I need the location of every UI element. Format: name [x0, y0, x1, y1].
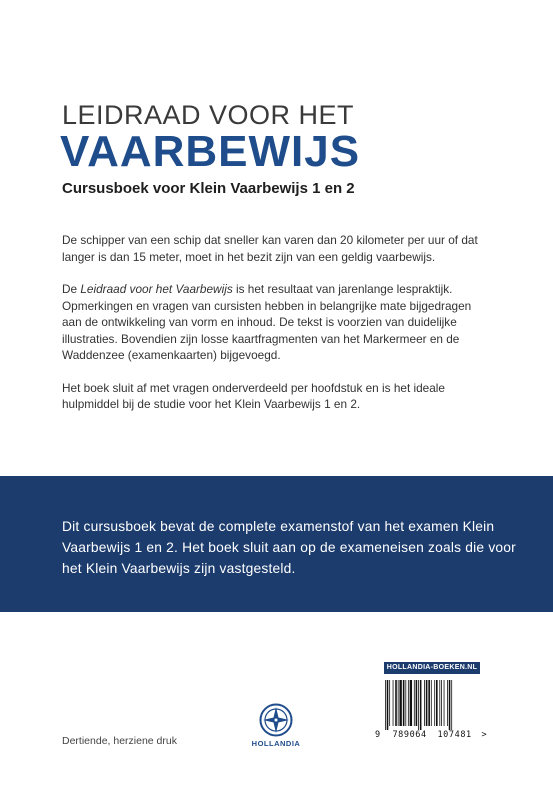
isbn-arrow: >	[481, 730, 488, 740]
subtitle: Cursusboek voor Klein Vaarbewijs 1 en 2	[62, 180, 355, 197]
barcode-bar	[426, 680, 428, 726]
isbn-group-1: 789064	[392, 730, 427, 740]
isbn-group-2: 107481	[437, 730, 472, 740]
barcode-bar	[441, 680, 442, 726]
book-title-italic: Leidraad voor het Vaarbewijs	[80, 282, 233, 296]
publisher-name: HOLLANDIA	[251, 739, 301, 748]
paragraph-2-prefix: De	[62, 282, 81, 296]
body-text	[62, 232, 482, 429]
barcode-bar	[385, 680, 386, 730]
barcode-bar	[416, 680, 418, 726]
barcode-bar	[451, 680, 452, 730]
summary-text: Dit cursusboek bevat de complete examenstof van het examen Klein Vaarbewijs 1 en 2. Het boek sluit aan op de exameneisen zoals die voor het Klein Vaarbewijs zijn vastgesteld.	[62, 519, 516, 576]
publisher-logo	[246, 703, 306, 753]
barcode-bar	[408, 680, 409, 726]
paragraph-1: De schipper van een schip dat sneller kan varen dan 20 kilometer per uur of dat langer is dan 15 meter, moet in het bezit zijn van een geldig vaarbewijs.	[62, 233, 478, 264]
barcode-bar	[403, 680, 405, 726]
website-badge: HOLLANDIA-BOEKEN.NL	[384, 662, 480, 674]
paragraph-2-suffix: is het resultaat van jarenlange lespraktijk. Opmerkingen en vragen van cursisten hebben in belangrijke mate bijgedragen aan de ontwikkeling van vorm en inhoud. De tekst is voorzien van duidelijke illustraties. Bovendien zijn losse kaartfragmenten van het Markermeer en de Waddenzee (examenkaarten) bijgevoegd.	[62, 282, 472, 362]
paragraph-2	[62, 281, 482, 364]
title-main: VAARBEWIJS	[60, 127, 361, 176]
barcode-bar	[449, 680, 451, 730]
barcode-bar	[418, 680, 419, 730]
barcode-bar	[428, 680, 430, 726]
summary-band	[0, 476, 553, 612]
barcode-bar	[405, 680, 406, 726]
barcode-bar	[436, 680, 438, 726]
title-top: LEIDRAAD VOOR HET	[62, 100, 355, 130]
barcode-bar	[410, 680, 412, 726]
barcode	[384, 680, 480, 730]
edition-label: Dertiende, herziene druk	[62, 735, 177, 747]
barcode-bar	[431, 680, 432, 726]
barcode-bar	[447, 680, 448, 726]
barcode-bar	[399, 680, 401, 726]
barcode-bar	[444, 680, 445, 726]
paragraph-3: Het boek sluit af met vragen onderverdeeld per hoofdstuk en is het ideale hulpmiddel bij de studie voor het Klein Vaarbewijs 1 en 2.	[62, 380, 445, 411]
barcode-bar	[389, 680, 390, 726]
barcode-bar	[395, 680, 397, 726]
barcode-bar	[398, 680, 399, 726]
barcode-bar	[393, 680, 394, 726]
barcode-bar	[434, 680, 435, 726]
barcode-bar	[414, 680, 415, 726]
barcode-bar	[424, 680, 425, 726]
barcode-bar	[420, 680, 422, 730]
compass-rose-icon	[259, 703, 293, 737]
barcode-bar	[387, 680, 389, 730]
isbn-first-digit: 9	[375, 730, 381, 740]
barcode-bar	[439, 680, 440, 726]
isbn-number	[375, 730, 505, 740]
